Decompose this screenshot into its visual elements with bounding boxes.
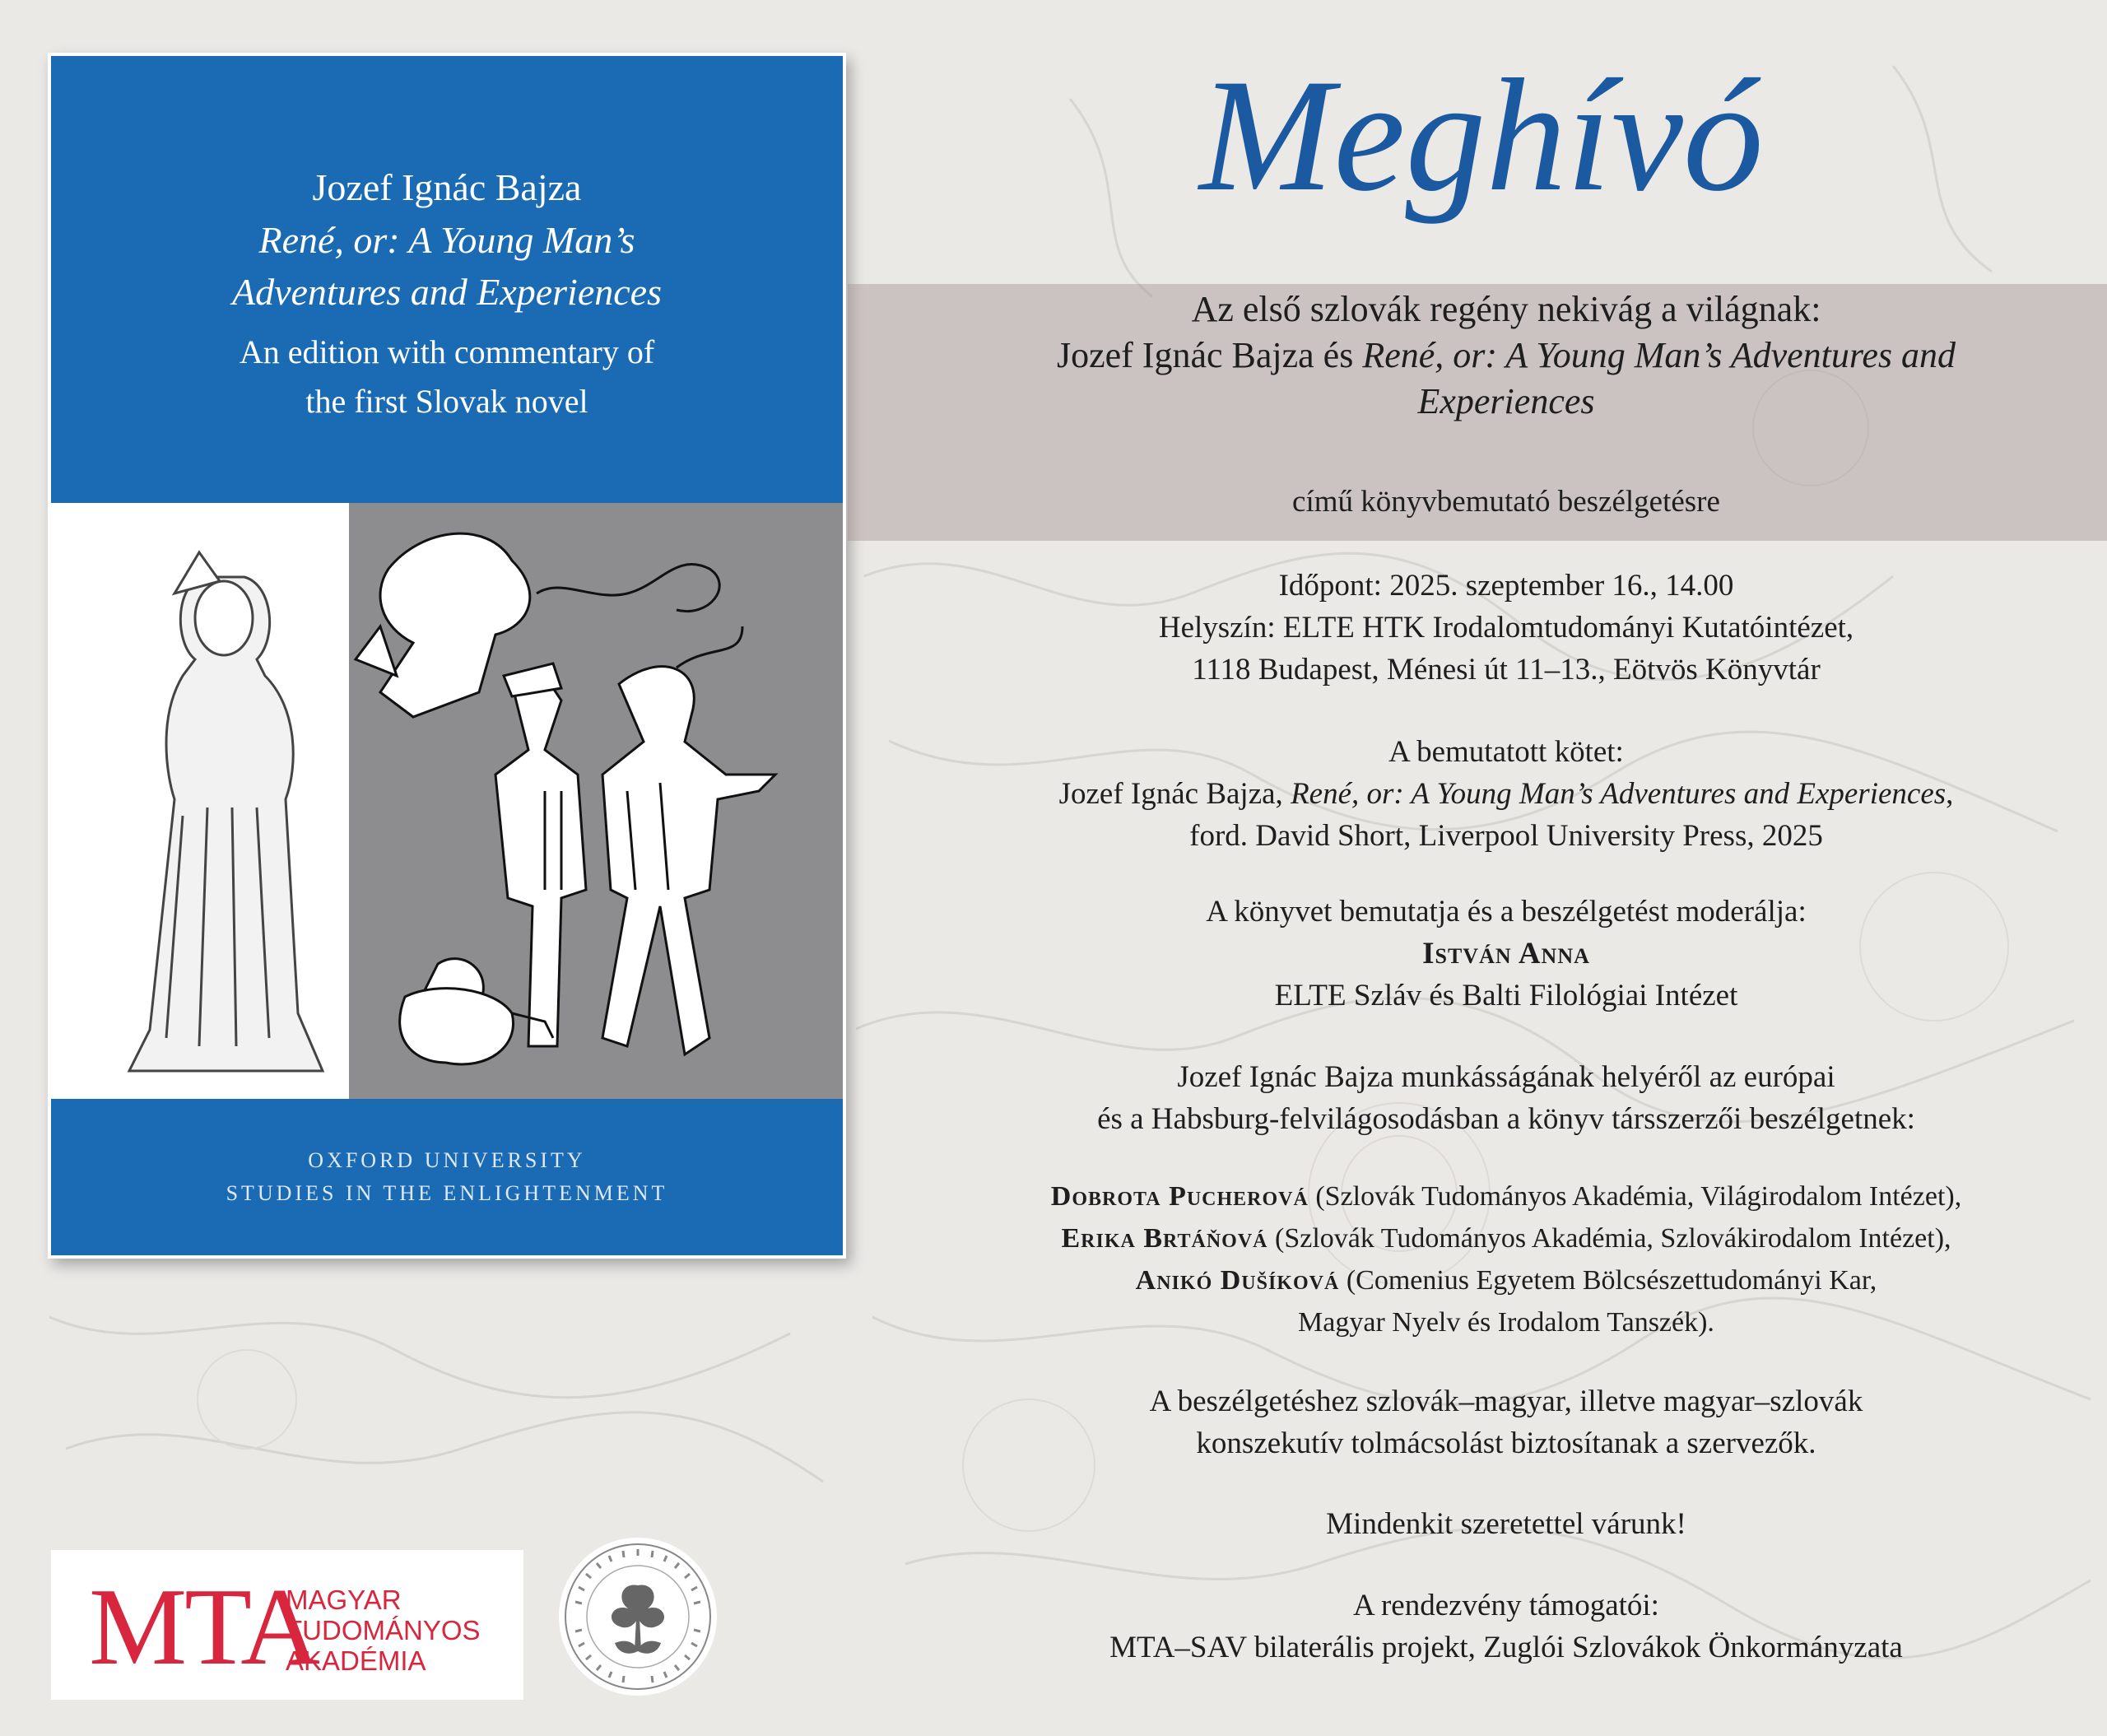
subject-line	[905, 379, 2107, 425]
event-address: 1118 Budapest, Ménesi út 11–13., Eötvös Könyvtár	[1192, 653, 1821, 686]
moderator	[905, 891, 2107, 1017]
speaker-affiliation-cont: Magyar Nyelv és Irodalom Tanszék).	[1298, 1307, 1714, 1338]
speaker-entry	[905, 1259, 2107, 1301]
sav-seal-logo	[557, 1536, 719, 1697]
subject-line	[905, 333, 2107, 379]
volume-comma: ,	[1946, 777, 1954, 811]
cover-title-panel	[51, 56, 843, 503]
discussion-line: és a Habsburg-felvilágosodásban a könyv társszerzői beszélgetnek:	[1097, 1102, 1915, 1136]
speaker-affiliation: (Szlovák Tudományos Akadémia, Szlovákirodalom Intézet),	[1267, 1223, 1951, 1254]
cover-author: Jozef Ignác Bajza	[312, 166, 582, 208]
sponsors-label: A rendezvény támogatói:	[1353, 1589, 1659, 1622]
presented-volume	[905, 731, 2107, 857]
interpreting-line: A beszélgetéshez szlovák–magyar, illetve magyar–szlovák	[1149, 1385, 1863, 1418]
mta-logo	[51, 1550, 523, 1700]
mta-logo-line: AKADÉMIA	[286, 1645, 426, 1676]
cover-subtitle	[51, 328, 843, 426]
cover-series-line: STUDIES IN THE ENLIGHTENMENT	[226, 1181, 668, 1205]
book-cover	[48, 53, 846, 1259]
cover-subtitle-line: An edition with commentary of	[239, 333, 655, 370]
speaker-entry	[905, 1175, 2107, 1217]
volume-publication: ford. David Short, Liverpool University Press, 2025	[1189, 819, 1823, 853]
cover-title-line: René, or: A Young Man’s	[258, 219, 635, 261]
interpreting-note	[905, 1380, 2107, 1464]
speaker-entry	[905, 1217, 2107, 1259]
page-title: Meghívó	[1199, 46, 1764, 225]
mta-logo-line: TUDOMÁNYOS	[286, 1615, 481, 1645]
welcome-text: Mindenkit szeretettel várunk!	[1326, 1507, 1686, 1541]
event-subject	[905, 286, 2107, 425]
cover-subtitle-line: the first Slovak novel	[305, 383, 588, 420]
subject-book-title: René, or: A Young Man’s Adventures and	[1362, 335, 1956, 375]
moderator-affiliation: ELTE Szláv és Balti Filológiai Intézet	[1274, 979, 1738, 1012]
speaker-name: Erika Brtáňová	[1061, 1223, 1268, 1254]
mta-logo-name	[286, 1585, 481, 1676]
speaker-affiliation: (Comenius Egyetem Bölcsészettudományi Kar,	[1339, 1265, 1877, 1296]
volume-author: Jozef Ignác Bajza,	[1058, 777, 1291, 811]
volume-citation	[905, 773, 2107, 815]
speakers	[905, 1175, 2107, 1343]
volume-title: René, or: A Young Man’s Adventures and Experiences	[1291, 777, 1947, 811]
mta-logo-line: MAGYAR	[286, 1585, 402, 1615]
cover-title-line: Adventures and Experiences	[232, 271, 662, 313]
speaker-affiliation: (Szlovák Tudományos Akadémia, Világirodalom Intézet),	[1308, 1181, 1962, 1212]
subject-text: Jozef Ignác Bajza és	[1056, 335, 1363, 375]
speaker-name: Dobrota Pucherová	[1050, 1181, 1309, 1212]
cover-series-panel	[51, 1099, 843, 1255]
event-place: Helyszín: ELTE HTK Irodalomtudományi Kutatóintézet,	[1158, 611, 1854, 645]
discussion-intro	[905, 1056, 2107, 1140]
event-kind: című könyvbemutató beszélgetésre	[1292, 485, 1720, 519]
sponsors-list: MTA–SAV bilaterális projekt, Zuglói Szlovákok Önkormányzata	[1109, 1631, 1903, 1664]
sponsors	[905, 1585, 2107, 1669]
volume-label: A bemutatott kötet:	[1388, 735, 1624, 769]
cover-series-line: OXFORD UNIVERSITY	[308, 1148, 586, 1172]
discussion-line: Jozef Ignác Bajza munkásságának helyéről az európai	[1177, 1060, 1835, 1094]
interpreting-line: konszekutív tolmácsolást biztosítanak a szervezők.	[1196, 1426, 1816, 1460]
subject-line: Az első szlovák regény nekivág a világnak:	[1191, 289, 1821, 329]
event-details	[905, 565, 2107, 691]
moderator-label: A könyvet bemutatja és a beszélgetést moderálja:	[1206, 895, 1807, 929]
mta-logo-letters: MTA	[89, 1566, 319, 1687]
speaker-name: Anikó Dušíková	[1135, 1265, 1340, 1296]
cover-title	[51, 214, 843, 318]
cover-woodcut-illustration	[51, 503, 843, 1099]
moderator-name: István Anna	[1422, 937, 1590, 970]
event-time: Időpont: 2025. szeptember 16., 14.00	[1278, 569, 1734, 603]
subject-book-title: Experiences	[1417, 381, 1595, 421]
